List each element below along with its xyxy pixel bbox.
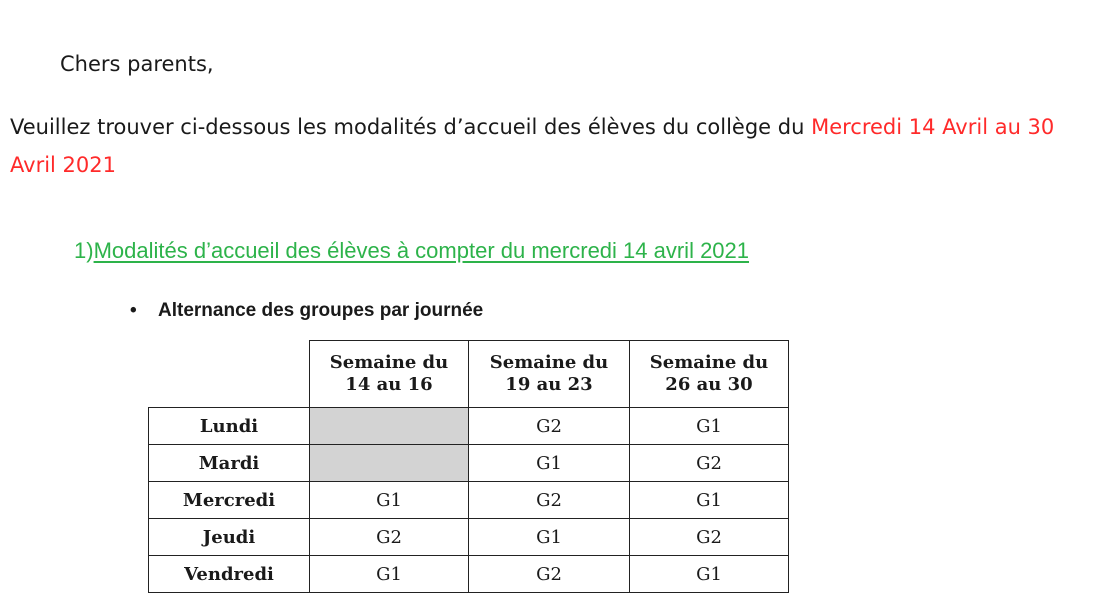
table-cell-group: G1 (469, 445, 630, 482)
row-header-day: Vendredi (149, 556, 310, 593)
row-header-day: Lundi (149, 408, 310, 445)
section-title: Modalités d’accueil des élèves à compter du mercredi 14 avril 2021 (93, 238, 750, 263)
table-cell-group (310, 408, 469, 445)
table-row (149, 519, 789, 556)
table-cell-group: G2 (469, 482, 630, 519)
row-header-day: Mardi (149, 445, 310, 482)
intro-date-range: Mercredi 14 Avril au 30 Avril 2021 (10, 115, 1055, 177)
table-cell-group: G1 (630, 482, 789, 519)
section-number: 1) (74, 238, 94, 263)
table-cell-group: G2 (310, 519, 469, 556)
table-cell-group: G1 (310, 482, 469, 519)
table-cell-group: G2 (630, 519, 789, 556)
table-row (149, 556, 789, 593)
table-cell-group: G2 (630, 445, 789, 482)
table-header-row (149, 341, 789, 408)
column-header (630, 341, 789, 408)
bullet-icon: • (130, 300, 137, 321)
row-header-day: Mercredi (149, 482, 310, 519)
intro-text: Veuillez trouver ci-dessous les modalités d’accueil des élèves du collège du (10, 115, 812, 139)
table-row (149, 482, 789, 519)
column-header (310, 341, 469, 408)
table-corner-cell (149, 341, 310, 408)
intro-paragraph (10, 108, 1100, 184)
row-header-day: Jeudi (149, 519, 310, 556)
table-cell-group: G1 (630, 408, 789, 445)
group-schedule-table (148, 340, 789, 593)
table-body (149, 408, 789, 593)
table-cell-group: G2 (469, 408, 630, 445)
table-cell-group: G1 (630, 556, 789, 593)
table-cell-group: G1 (469, 519, 630, 556)
bullet-text: Alternance des groupes par journée (158, 300, 484, 321)
table-row (149, 445, 789, 482)
column-header (469, 341, 630, 408)
table-cell-group: G2 (469, 556, 630, 593)
greeting: Chers parents, (60, 52, 214, 76)
section-heading (74, 236, 749, 266)
bullet-item (130, 298, 483, 324)
table-cell-group: G1 (310, 556, 469, 593)
column-header-week-1: Semaine du 14 au 16 (329, 352, 449, 395)
table-cell-group (310, 445, 469, 482)
column-header-week-2: Semaine du 19 au 23 (489, 352, 609, 395)
table-row (149, 408, 789, 445)
column-header-week-3: Semaine du 26 au 30 (649, 352, 769, 395)
